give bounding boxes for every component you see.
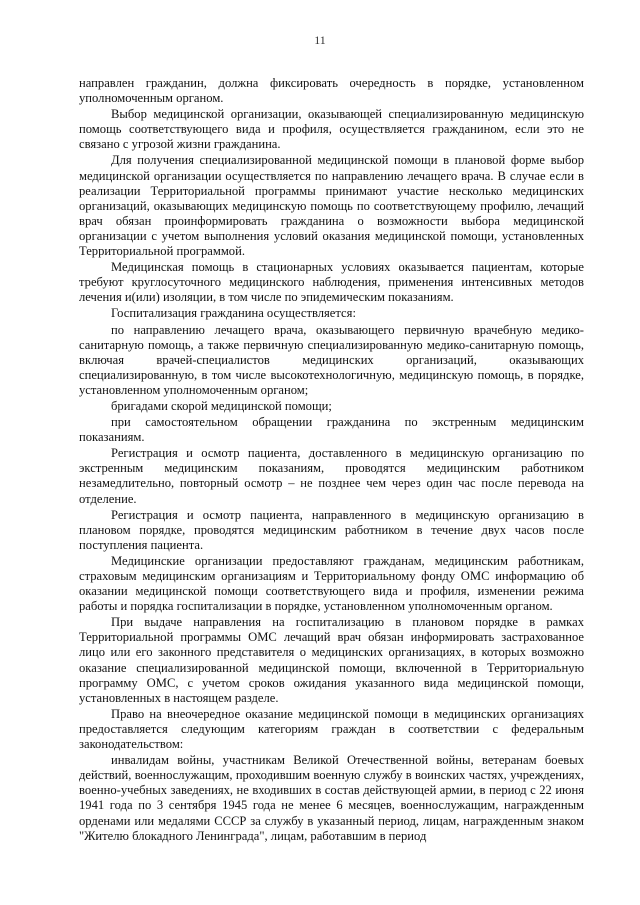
paragraph-continuation: направлен гражданин, должна фиксировать очередность в порядке, установленном уполномоченным органом. bbox=[79, 76, 584, 106]
paragraph-inpatient-care: Медицинская помощь в стационарных условиях оказывается пациентам, которые требуют круглосуточного медицинского наблюдения, применения интенсивных методов лечения и(или) изоляции, в том числе по эпидемическим показаниям. bbox=[79, 260, 584, 305]
paragraph-planned-registration: Регистрация и осмотр пациента, направленного в медицинскую организацию в плановом порядке, проводятся медицинским работником в течение двух часов после поступления пациента. bbox=[79, 507, 584, 552]
paragraph-information-provision: Медицинские организации предоставляют гражданам, медицинским работникам, страховым медицинским организациям и Территориальному фонду ОМС информацию об оказании медицинской помощи соответствующего вида и профиля, изменении режима работы и порядка госпитализации в порядке, установленном уполномоченным органом. bbox=[79, 553, 584, 614]
paragraph-war-veterans: инвалидам войны, участникам Великой Отечественной войны, ветеранам боевых действий, военнослужащим, проходившим военную службу в воинских частях, учреждениях, военно-учебных заведениях, не входивших в состав действующей армии, в период с 22 июня 1941 года по 3 сентября 1945 года не менее 6 месяцев, военнослужащим, награжденным орденами или медалями СССР за службу в указанный период, лицам, награжденным знаком "Жителю блокадного Ленинграда", лицам, работавшим в период bbox=[79, 753, 584, 843]
paragraph-hospitalization-intro: Госпитализация гражданина осуществляется: bbox=[111, 306, 356, 321]
paragraph-planned-referral: Для получения специализированной медицинской помощи в плановой форме выбор медицинской организации осуществляется по направлению лечащего врача. В случае если в реализации Территориальной программы принимают участие несколько медицинских организаций, оказывающих медицинскую помощь по соответствующему профилю, лечащий врач обязан проинформировать гражданина о возможности выбора медицинской организации с учетом выполнения условий оказания медицинской помощи, установленных Территориальной программой. bbox=[79, 153, 584, 259]
paragraph-by-ambulance: бригадами скорой медицинской помощи; bbox=[111, 398, 332, 413]
paragraph-priority-right: Право на внеочередное оказание медицинской помощи в медицинских организациях предоставляется следующим категориям граждан в соответствии с федеральным законодательством: bbox=[79, 706, 584, 752]
paragraph-emergency-registration: Регистрация и осмотр пациента, доставленного в медицинскую организацию по экстренным медицинским показаниям, проводятся медицинским работником незамедлительно, повторный осмотр – не позднее чем через один час после перевода на отделение. bbox=[79, 446, 584, 506]
document-body bbox=[79, 76, 584, 845]
paragraph-self-referral: при самостоятельном обращении гражданина по экстренным медицинским показаниям. bbox=[79, 415, 584, 445]
paragraph-choice-of-organization: Выбор медицинской организации, оказывающей специализированную медицинскую помощь соответствующего вида и профиля, осуществляется гражданином, если это не связано с угрозой жизни гражданина. bbox=[79, 107, 584, 152]
page-number: 11 bbox=[314, 33, 326, 47]
paragraph-referral-information: При выдаче направления на госпитализацию в плановом порядке в рамках Территориальной программы ОМС лечащий врач обязан информировать застрахованное лицо или его законного представителя о медицинских организациях, в которых возможно оказание специализированной медицинской помощи, включенной в Территориальную программу ОМС, с учетом сроков ожидания указанного вида медицинской помощи, установленных в настоящем разделе. bbox=[79, 615, 584, 705]
paragraph-by-referral: по направлению лечащего врача, оказывающего первичную врачебную медико-санитарную помощь, а также первичную специализированную медико-санитарную помощь, включая врачей-специалистов медицинских организаций, оказывающих специализированную, в том числе высокотехнологичную, медицинскую помощь, в порядке, установленном уполномоченным органом; bbox=[79, 322, 584, 397]
